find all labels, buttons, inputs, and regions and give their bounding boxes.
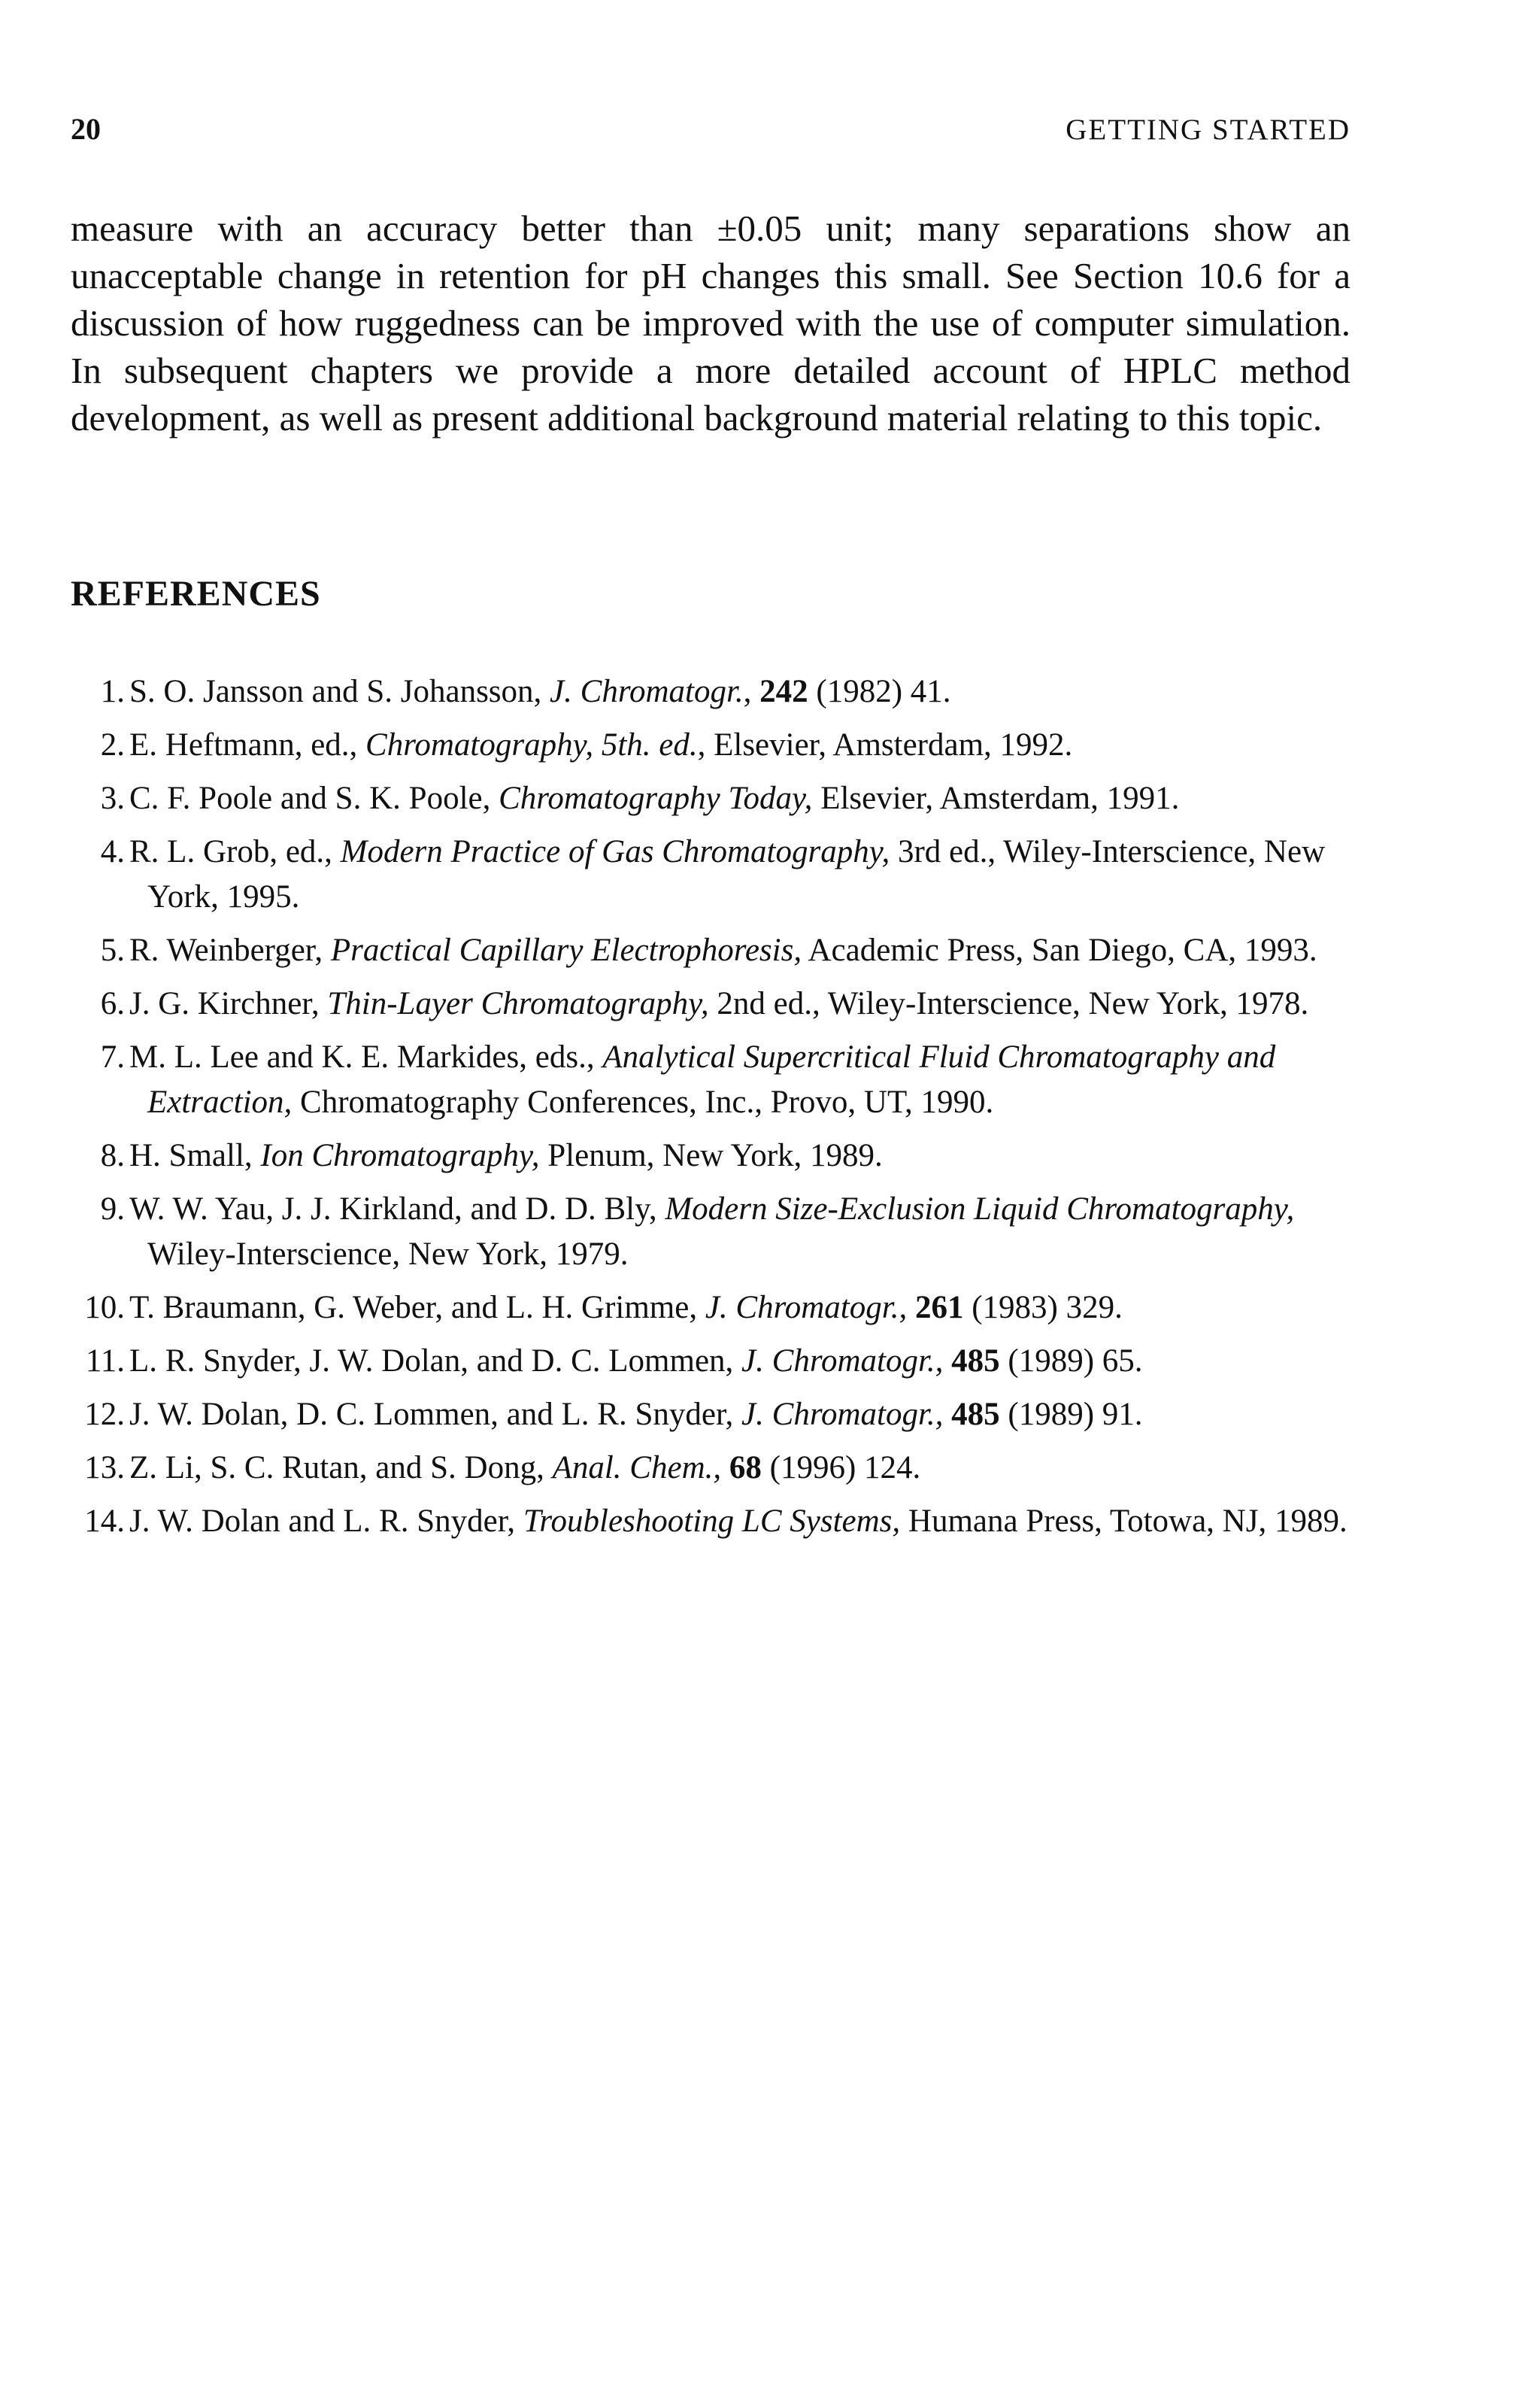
reference-segment: R. Weinberger, bbox=[129, 933, 331, 968]
reference-title: Modern Practice of Gas Chromatography, bbox=[340, 834, 890, 869]
reference-segment: (1983) 329. bbox=[963, 1290, 1123, 1325]
reference-segment: Wiley-Interscience, New York, 1979. bbox=[147, 1236, 629, 1272]
reference-text bbox=[129, 928, 1351, 973]
reference-number: 9. bbox=[100, 1191, 125, 1227]
reference-segment: J. G. Kirchner, bbox=[129, 986, 328, 1021]
reference-number: 3. bbox=[100, 781, 125, 816]
reference-item bbox=[71, 1285, 1351, 1331]
reference-number: 8. bbox=[100, 1138, 125, 1173]
reference-segment: W. W. Yau, J. J. Kirkland, and D. D. Bly, bbox=[129, 1191, 665, 1227]
reference-item bbox=[71, 982, 1351, 1027]
reference-segment: R. L. Grob, ed., bbox=[129, 834, 341, 869]
reference-number: 14. bbox=[84, 1503, 125, 1539]
reference-item bbox=[71, 1035, 1351, 1125]
reference-item bbox=[71, 723, 1351, 768]
reference-segment: Elsevier, Amsterdam, 1991. bbox=[812, 781, 1180, 816]
reference-text bbox=[129, 1339, 1351, 1384]
reference-volume: 485 bbox=[951, 1343, 1000, 1379]
reference-item bbox=[71, 1187, 1351, 1277]
reference-segment: 3rd ed., Wiley-Interscience, New York, 1995. bbox=[147, 834, 1326, 915]
reference-volume: 68 bbox=[729, 1450, 762, 1485]
reference-segment: (1982) 41. bbox=[808, 674, 951, 709]
reference-number: 10. bbox=[84, 1290, 125, 1325]
reference-item bbox=[71, 776, 1351, 821]
reference-segment: Academic Press, San Diego, CA, 1993. bbox=[802, 933, 1317, 968]
reference-text bbox=[129, 669, 1351, 715]
reference-list bbox=[71, 669, 1351, 1552]
reference-volume: 485 bbox=[951, 1397, 1000, 1432]
reference-title: Ion Chromatography, bbox=[260, 1138, 540, 1173]
reference-item bbox=[71, 830, 1351, 920]
reference-title: Thin-Layer Chromatography, bbox=[327, 986, 709, 1021]
reference-title: Modern Size-Exclusion Liquid Chromatography, bbox=[665, 1191, 1295, 1227]
reference-segment: H. Small, bbox=[129, 1138, 261, 1173]
reference-segment: J. W. Dolan, D. C. Lommen, and L. R. Snyder, bbox=[129, 1397, 742, 1432]
reference-text bbox=[129, 982, 1351, 1027]
reference-item bbox=[71, 1446, 1351, 1491]
page-number: 20 bbox=[71, 112, 101, 146]
reference-text bbox=[129, 1446, 1351, 1491]
reference-segment bbox=[907, 1290, 915, 1325]
reference-title: J. Chromatogr., bbox=[741, 1397, 944, 1432]
reference-number: 6. bbox=[100, 986, 125, 1021]
reference-title: Troubleshooting LC Systems, bbox=[523, 1503, 901, 1539]
reference-segment: Plenum, New York, 1989. bbox=[539, 1138, 883, 1173]
reference-segment: S. O. Jansson and S. Johansson, bbox=[129, 674, 550, 709]
reference-segment: (1996) 124. bbox=[761, 1450, 921, 1485]
reference-item bbox=[71, 1392, 1351, 1437]
reference-number: 2. bbox=[100, 727, 125, 763]
reference-segment bbox=[721, 1450, 729, 1485]
reference-title: Chromatography, 5th. ed. bbox=[365, 727, 698, 763]
reference-segment: (1989) 65. bbox=[999, 1343, 1143, 1379]
reference-number: 7. bbox=[100, 1039, 125, 1075]
reference-text bbox=[129, 723, 1351, 768]
reference-text bbox=[129, 830, 1351, 920]
reference-number: 1. bbox=[100, 674, 125, 709]
reference-number: 12. bbox=[84, 1397, 125, 1432]
reference-text bbox=[129, 1035, 1351, 1125]
reference-text bbox=[129, 1285, 1351, 1331]
reference-item bbox=[71, 928, 1351, 973]
reference-title: Chromatography Today, bbox=[499, 781, 813, 816]
reference-segment: Z. Li, S. C. Rutan, and S. Dong, bbox=[129, 1450, 553, 1485]
reference-segment: (1989) 91. bbox=[999, 1397, 1143, 1432]
reference-segment: , Elsevier, Amsterdam, 1992. bbox=[697, 727, 1073, 763]
body-paragraph: measure with an accuracy better than ±0.05 unit; many separations show an unacceptable change in retention for pH changes this small. See Section 10.6 for a discussion of how ruggedness can be improved with the use of computer simulation. In subsequent chapters we provide a more detailed account of HPLC method development, as well as present additional background material relating to this topic. bbox=[71, 208, 1351, 438]
reference-segment: T. Braumann, G. Weber, and L. H. Grimme, bbox=[129, 1290, 705, 1325]
reference-text bbox=[129, 1187, 1351, 1277]
reference-title: Practical Capillary Electrophoresis, bbox=[330, 933, 802, 968]
reference-item bbox=[71, 1133, 1351, 1179]
reference-segment bbox=[943, 1343, 951, 1379]
reference-text bbox=[129, 1392, 1351, 1437]
reference-title: Analytical Supercritical Fluid Chromatography and Extraction, bbox=[147, 1039, 1276, 1120]
reference-volume: 261 bbox=[914, 1290, 964, 1325]
reference-segment: Humana Press, Totowa, NJ, 1989. bbox=[900, 1503, 1348, 1539]
reference-segment: Chromatography Conferences, Inc., Provo, UT, 1990. bbox=[292, 1085, 994, 1120]
reference-segment: , bbox=[743, 674, 760, 709]
reference-segment: L. R. Snyder, J. W. Dolan, and D. C. Lommen, bbox=[129, 1343, 742, 1379]
reference-title: Anal. Chem., bbox=[552, 1450, 722, 1485]
reference-volume: 242 bbox=[759, 674, 808, 709]
reference-item bbox=[71, 1339, 1351, 1384]
reference-segment: 2nd ed., Wiley-Interscience, New York, 1978. bbox=[708, 986, 1309, 1021]
reference-title: J. Chromatogr. bbox=[550, 674, 744, 709]
reference-text bbox=[129, 776, 1351, 821]
reference-text bbox=[129, 1499, 1351, 1544]
reference-segment: E. Heftmann, ed., bbox=[129, 727, 366, 763]
reference-item bbox=[71, 1499, 1351, 1544]
reference-number: 11. bbox=[85, 1343, 125, 1379]
reference-segment: M. L. Lee and K. E. Markides, eds., bbox=[129, 1039, 603, 1075]
running-head: GETTING STARTED bbox=[1066, 114, 1351, 146]
reference-item bbox=[71, 669, 1351, 715]
reference-title: J. Chromatogr., bbox=[741, 1343, 944, 1379]
reference-segment bbox=[943, 1397, 951, 1432]
reference-number: 13. bbox=[84, 1450, 125, 1485]
reference-segment: J. W. Dolan and L. R. Snyder, bbox=[129, 1503, 523, 1539]
reference-segment: C. F. Poole and S. K. Poole, bbox=[129, 781, 499, 816]
reference-number: 5. bbox=[100, 933, 125, 968]
reference-title: J. Chromatogr., bbox=[705, 1290, 908, 1325]
reference-number: 4. bbox=[100, 834, 125, 869]
references-heading: REFERENCES bbox=[71, 574, 321, 614]
reference-text bbox=[129, 1133, 1351, 1179]
